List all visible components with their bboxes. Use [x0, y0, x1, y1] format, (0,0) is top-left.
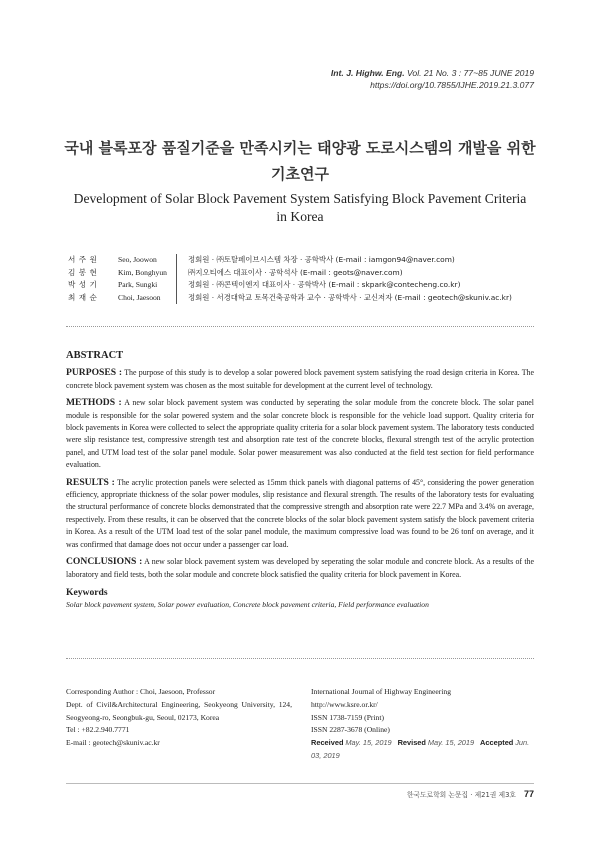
author-divider [176, 254, 188, 267]
doi-link[interactable]: https://doi.org/10.7855/IJHE.2019.21.3.077 [370, 80, 534, 90]
author-english-name: Park, Sungki [118, 280, 158, 290]
journal-name: Int. J. Highw. Eng. [330, 68, 405, 78]
revised-label: Revised [397, 738, 426, 748]
author-affiliation: 정회원 · ㈜토탈페이브시스템 차장 · 공학박사 (E-mail : iamgon94@naver.com) [188, 255, 455, 264]
page-number: 77 [523, 789, 534, 799]
english-title-line-1: Development of Solar Block Pavement System Satisfying Block Pavement Criteria [73, 191, 527, 206]
author-row [68, 279, 512, 292]
author-affiliation: 정회원 · 서경대학교 토목건축공학과 교수 · 공학박사 · 교신저자 (E-mail : geotech@skuniv.ac.kr) [188, 292, 512, 302]
author-row [68, 267, 512, 280]
journal-url[interactable]: http://www.ksre.or.kr/ [311, 699, 378, 709]
journal-header [331, 67, 534, 91]
author-row [68, 254, 512, 267]
author-affiliation: ㈜지오티에스 대표이사 · 공학석사 (E-mail : geots@naver.com) [188, 267, 403, 277]
accepted-label: Accepted [480, 738, 514, 748]
corresponding-author: Corresponding Author : Choi, Jaesoon, Professor [66, 687, 216, 696]
received-date: May. 15, 2019 [345, 738, 392, 748]
author-english-name: Seo, Joowon [118, 255, 157, 264]
page-footer [407, 789, 534, 799]
methods-label: METHODS : [66, 397, 122, 409]
author-english-name: Choi, Jaesoon [118, 292, 161, 302]
purposes-text: The purpose of this study is to develop a solar powered block pavement system satisfying the road design criteria in Korea. The concrete block pavement system was chosen as the most suitable for development at the current level of technology. [66, 368, 534, 390]
received-label: Received [311, 738, 344, 748]
results-label: RESULTS : [66, 476, 115, 488]
results-text: The acrylic protection panels were selected as 15mm thick panels with diagonal patterns of 45°, considering the power generation efficiency, appropriate thickness of the solar power modules, slip resistance and flexural strength. The results of the laboratory tests for evaluating the structural performance of concrete blocks demonstrated that the compressive strength and absorption rate were 22.7 MPa and 3.4% on average, respectively. From these results, it can be observed that the concrete blocks of the solar block pavement system satisfy the block pavement criteria in Korea. As a result of the UTM load test of the solar panel module, the maximum compressive load was found to be 26 tonf on average, and it was confirmed that damage does not occur under a passenger car load. [66, 477, 534, 549]
abstract-heading: ABSTRACT [66, 350, 124, 361]
footer-rule [66, 783, 534, 784]
methods-text: A new solar block pavement system was conducted by seperating the solar module from the concrete block. The solar panel module is responsible for the solar powered system and the solar concrete block is responsible for the vehicle load support. Quality criteria for block pavements in Korea were collected to select the appropriate quality criteria for a solar block pavement system. The laboratory tests conducted were slip resistance test, compressive strength test and absorption rate test of the concrete blocks, flexural strength test of the acrylic protection panel, and UTM load test of the solar panel module. Solar power measurement was also conducted at the field test section for field performance evaluation. [66, 398, 534, 470]
abstract-conclusions [66, 556, 534, 581]
korean-title-line-1: 국내 블록포장 품질기준을 만족시키는 태양광 도로시스템의 개발을 위한 [64, 139, 536, 157]
divider-dotted-bottom [66, 658, 534, 659]
author-korean-name: 서 주 원 [68, 255, 98, 264]
author-list [68, 254, 512, 304]
conclusions-label: CONCLUSIONS : [66, 556, 143, 568]
divider-dotted-top [66, 326, 534, 327]
journal-full-name: International Journal of Highway Engineering [311, 687, 452, 696]
journal-volume: Vol. 21 No. 3 : 77~85 JUNE 2019 [407, 68, 534, 78]
korean-title [0, 135, 600, 187]
author-korean-name: 김 봉 현 [68, 267, 98, 277]
accepted-date: Jun. 03, 2019 [311, 738, 530, 760]
author-divider [176, 292, 188, 305]
author-korean-name: 박 성 기 [68, 280, 98, 290]
author-korean-name: 최 재 순 [68, 292, 98, 302]
journal-info [311, 686, 541, 763]
english-title [0, 190, 600, 226]
issn-online: ISSN 2287-3678 (Online) [311, 725, 390, 735]
keywords-heading: Keywords [66, 586, 108, 598]
author-english-name: Kim, Bonghyun [118, 267, 167, 277]
author-row [68, 292, 512, 305]
issn-print: ISSN 1738-7159 (Print) [311, 712, 384, 722]
corresponding-author-info [66, 686, 292, 750]
abstract-section [66, 350, 534, 612]
keywords-text: Solar block pavement system, Solar power evaluation, Concrete block pavement criteria, Field performance evaluation [66, 600, 429, 610]
purposes-label: PURPOSES : [66, 367, 123, 379]
author-divider [176, 279, 188, 292]
author-divider [176, 267, 188, 280]
author-telephone: Tel : +82.2.940.7771 [66, 725, 130, 735]
korean-title-line-2: 기초연구 [271, 165, 329, 183]
author-email[interactable]: E-mail : geotech@skuniv.ac.kr [66, 738, 160, 748]
english-title-line-2: in Korea [276, 209, 324, 224]
page-footer-text: 한국도로학회 논문집 · 제21권 제3호 [406, 791, 516, 799]
submission-dates [311, 737, 541, 763]
conclusions-text: A new solar block pavement system was developed by seperating the solar module and concrete block. As a results of the laboratory and field tests, both the solar module and concrete block satisfied the quality criteria for block pavement in Korea. [66, 557, 534, 579]
abstract-methods [66, 397, 534, 471]
abstract-results [66, 477, 534, 551]
author-affiliation: 정회원 · ㈜콘텍이엔지 대표이사 · 공학박사 (E-mail : skpark@contecheng.co.kr) [188, 280, 461, 290]
abstract-purposes [66, 367, 534, 392]
revised-date: May. 15, 2019 [427, 738, 475, 748]
author-department: Dept. of Civil&Architectural Engineering, Seokyeong University, 124, Seogyeong-ro, Seongbuk-gu, Seoul, 02173, Korea [66, 699, 292, 722]
